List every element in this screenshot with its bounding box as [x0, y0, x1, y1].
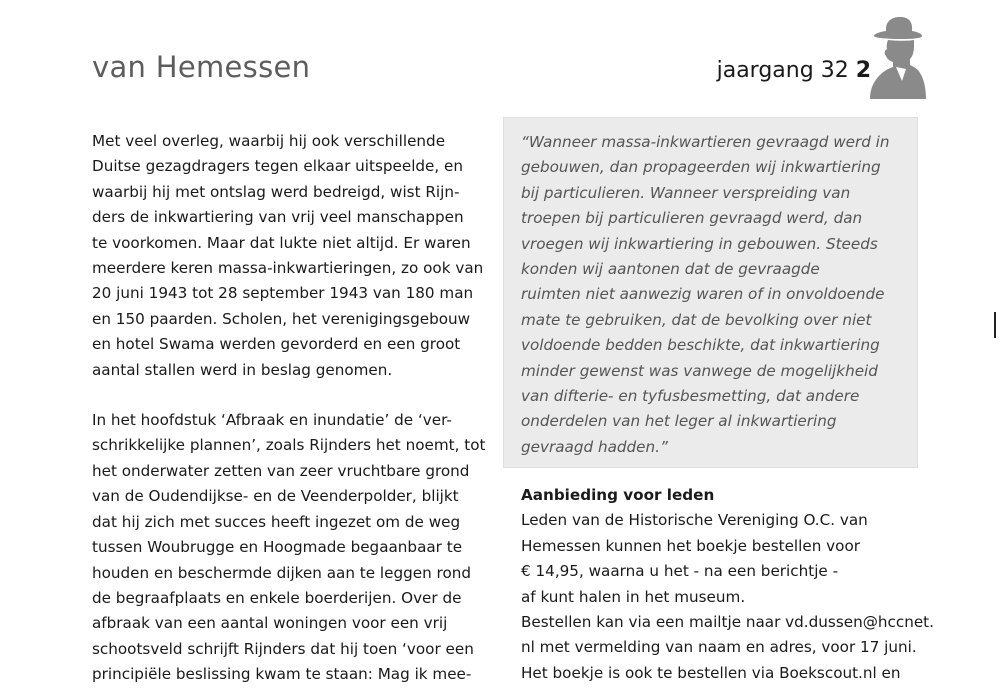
offer-line: Het boekje is ook te bestellen via Boekscout.nl en: [521, 663, 901, 682]
text-line: 20 juni 1943 tot 28 september 1943 van 180 man: [92, 284, 474, 303]
text-line: schrikkelijke plannen’, zoals Rijnders het noemt, tot: [92, 436, 486, 455]
text-line: van de Oudendijkse- en de Veenderpolder, blijkt: [92, 487, 459, 506]
paragraph-spacer: [92, 383, 472, 408]
offer-heading: Aanbieding voor leden: [521, 486, 715, 504]
member-offer: [521, 483, 934, 686]
text-line: houden en beschermde dijken aan te leggen rond: [92, 563, 472, 582]
article-left-column: [92, 129, 486, 688]
quote-box: [503, 117, 918, 468]
offer-line: Hemessen kunnen het boekje bestellen voor: [521, 536, 860, 555]
quote-line: vroegen wij inkwartiering in gebouwen. Steeds: [521, 234, 878, 253]
text-line: Met veel overleg, waarbij hij ook verschillende: [92, 132, 446, 150]
offer-line: Leden van de Historische Vereniging O.C. van: [521, 511, 868, 530]
quote-line: “Wanneer massa-inkwartieren gevraagd werd in: [521, 133, 890, 151]
quote-line: onderdelen van het leger al inkwartiering: [521, 412, 837, 431]
quote-line: van difterie- en tyfusbesmetting, dat andere: [521, 387, 860, 406]
quote-text: [521, 130, 906, 460]
paragraph-2: [92, 408, 486, 687]
text-line: dat hij zich met succes heeft ingezet om de weg: [92, 512, 461, 531]
quote-line: bij particulieren. Wanneer verspreiding van: [521, 183, 851, 202]
quote-line: ruimten niet aanwezig waren of in onvoldoende: [521, 285, 885, 304]
page-number: 2: [855, 58, 871, 83]
text-line: In het hoofdstuk ‘Afbraak en inundatie’ de ‘ver-: [92, 411, 452, 430]
paragraph-1: [92, 129, 484, 383]
quote-line: gevraagd hadden.”: [521, 437, 668, 456]
text-line: aantal stallen werd in beslag genomen.: [92, 360, 393, 379]
quote-line: mate te gebruiken, dat de bevolking over niet: [521, 310, 872, 329]
text-line: het onderwater zetten van zeer vruchtbare grond: [92, 461, 470, 480]
text-line: te voorkomen. Maar dat lukte niet altijd. Er waren: [92, 233, 471, 252]
text-line: meerdere keren massa-inkwartieringen, zo ook van: [92, 259, 484, 278]
volume-label: [717, 58, 871, 83]
text-line: en 150 paarden. Scholen, het verenigingsgebouw: [92, 309, 471, 328]
offer-line: af kunt halen in het museum.: [521, 587, 746, 606]
text-line: en hotel Swama werden gevorderd en een groot: [92, 335, 461, 354]
jaargang-text: jaargang 32: [716, 58, 849, 83]
man-with-hat-logo-icon: [866, 15, 928, 99]
quote-line: gebouwen, dan propageerden wij inkwartiering: [521, 158, 881, 177]
text-line: afbraak van een aantal woningen voor een vrij: [92, 614, 448, 633]
offer-line: Bestellen kan via een mailtje naar vd.dussen@hccnet.: [521, 613, 934, 632]
quote-line: minder gewenst was vanwege de mogelijkheid: [521, 361, 878, 380]
text-line: principiële beslissing kwam te staan: Mag ik mee-: [92, 665, 472, 684]
quote-line: konden wij aantonen dat de gevraagde: [521, 260, 820, 279]
offer-line: nl met vermelding van naam en adres, voor 17 juni.: [521, 638, 917, 657]
page-title: van Hemessen: [92, 50, 311, 84]
text-line: de begraafplaats en enkele boerderijen. Over de: [92, 588, 462, 607]
offer-line: € 14,95, waarna u het - na een berichtje -: [521, 562, 839, 581]
quote-line: voldoende bedden beschikte, dat inkwartiering: [521, 336, 880, 355]
text-line: schootsveld schrijft Rijnders dat hij toen ‘voor een: [92, 639, 474, 658]
text-line: ders de inkwartiering van vrij veel manschappen: [92, 208, 464, 227]
text-line: waarbij hij met ontslag werd bedreigd, wist Rijn-: [92, 182, 460, 201]
quote-line: troepen bij particulieren gevraagd werd, dan: [521, 209, 863, 228]
text-line: Duitse gezagdragers tegen elkaar uitspeelde, en: [92, 157, 464, 176]
text-line: tussen Woubrugge en Hoogmade begaanbaar te: [92, 538, 463, 557]
text-cursor: [994, 312, 996, 338]
